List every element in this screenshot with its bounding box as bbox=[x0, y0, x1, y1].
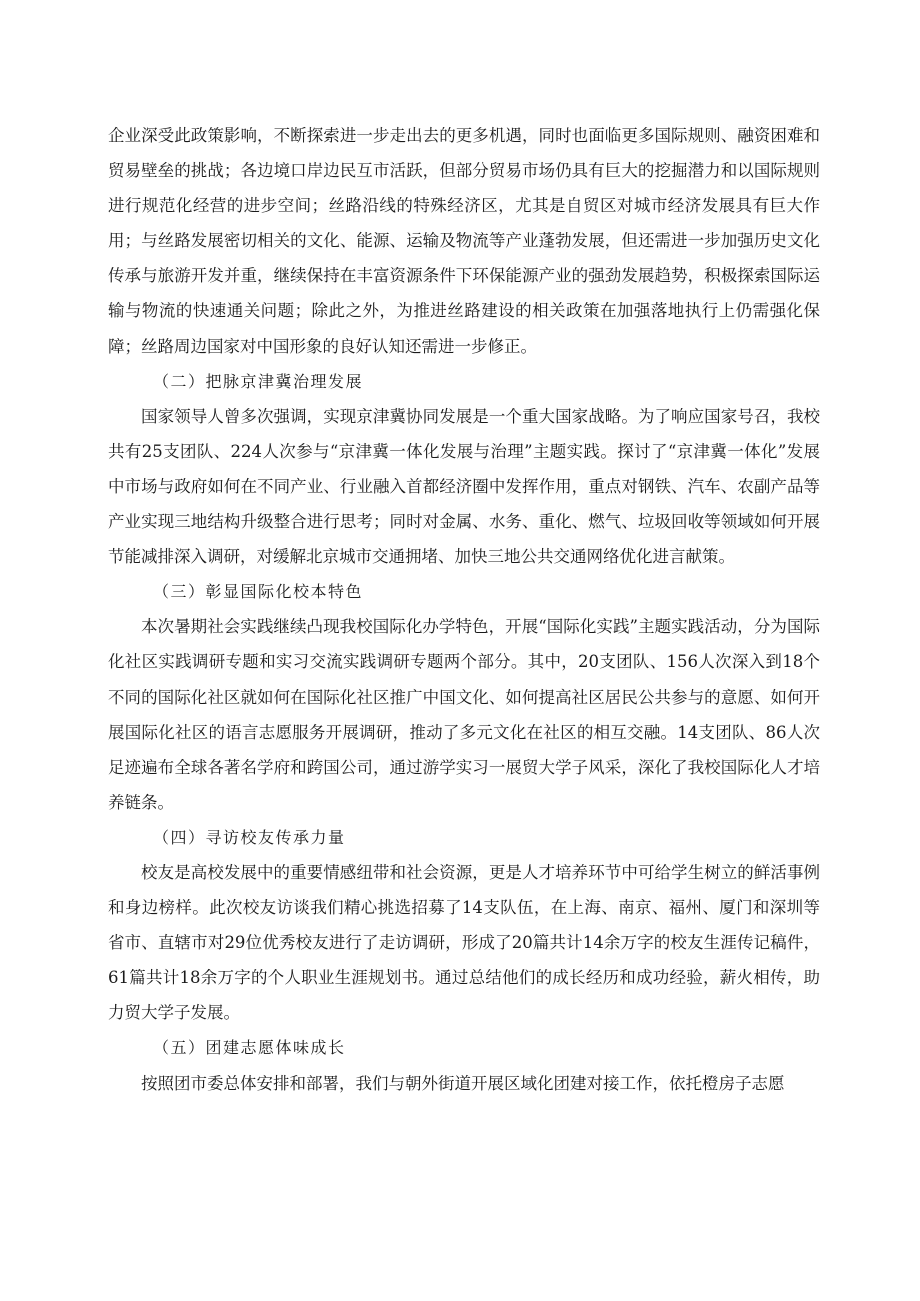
section-body-5: 按照团市委总体安排和部署，我们与朝外街道开展区域化团建对接工作，依托橙房子志愿 bbox=[141, 1073, 785, 1093]
section-heading-4: （四）寻访校友传承力量 bbox=[153, 827, 346, 847]
section-body-3: 本次暑期社会实践继续凸现我校国际化办学特色，开展“国际化实践”主题实践活动，分为国际化社区实践调研专题和实习交流实践调研专题两个部分。其中，20支团队、156人次深入到18个不同的国际化社区就如何在国际化社区推广中国文化、如何提高社区居民公共参与的意愿、如何开展国际化社区的语言志愿服务开展调研，推动了多元文化在社区的相互交融。14支团队、86人次足迹遍布全球各著名学府和跨国公司，通过游学实习一展贸大学子风采，深化了我校国际化人才培养链条。 bbox=[108, 617, 820, 812]
section-body-2: 国家领导人曾多次强调，实现京津冀协同发展是一个重大国家战略。为了响应国家号召，我校共有25支团队、224人次参与“京津冀一体化发展与治理”主题实践。探讨了“京津冀一体化”发展中市场与政府如何在不同产业、行业融入首都经济圈中发挥作用，重点对钢铁、汽车、农副产品等产业实现三地结构升级整合进行思考；同时对金属、水务、重化、燃气、垃圾回收等领域如何开展节能减排深入调研，对缓解北京城市交通拥堵、加快三地公共交通网络优化进言献策。 bbox=[108, 406, 820, 567]
section-heading-2: （二）把脉京津冀治理发展 bbox=[153, 371, 364, 391]
document-page bbox=[108, 118, 820, 1101]
intro-paragraph: 企业深受此政策影响，不断探索进一步走出去的更多机遇，同时也面临更多国际规则、融资困难和贸易壁垒的挑战；各边境口岸边民互市活跃，但部分贸易市场仍具有巨大的挖掘潜力和以国际规则进行规范化经营的进步空间；丝路沿线的特殊经济区，尤其是自贸区对城市经济发展具有巨大作用；与丝路发展密切相关的文化、能源、运输及物流等产业蓬勃发展，但还需进一步加强历史文化传承与旅游开发并重，继续保持在丰富资源条件下环保能源产业的强劲发展趋势，积极探索国际运输与物流的快速通关问题；除此之外，为推进丝路建设的相关政策在加强落地执行上仍需强化保障；丝路周边国家对中国形象的良好认知还需进一步修正。 bbox=[108, 126, 820, 356]
section-body-4: 校友是高校发展中的重要情感纽带和社会资源，更是人才培养环节中可给学生树立的鲜活事例和身边榜样。此次校友访谈我们精心挑选招募了14支队伍，在上海、南京、福州、厦门和深圳等省市、直辖市对29位优秀校友进行了走访调研，形成了20篇共计14余万字的校友生涯传记稿件，61篇共计18余万字的个人职业生涯规划书。通过总结他们的成长经历和成功经验，薪火相传，助力贸大学子发展。 bbox=[108, 862, 820, 1023]
section-heading-3: （三）彰显国际化校本特色 bbox=[153, 582, 364, 602]
section-heading-5: （五）团建志愿体味成长 bbox=[153, 1038, 346, 1058]
